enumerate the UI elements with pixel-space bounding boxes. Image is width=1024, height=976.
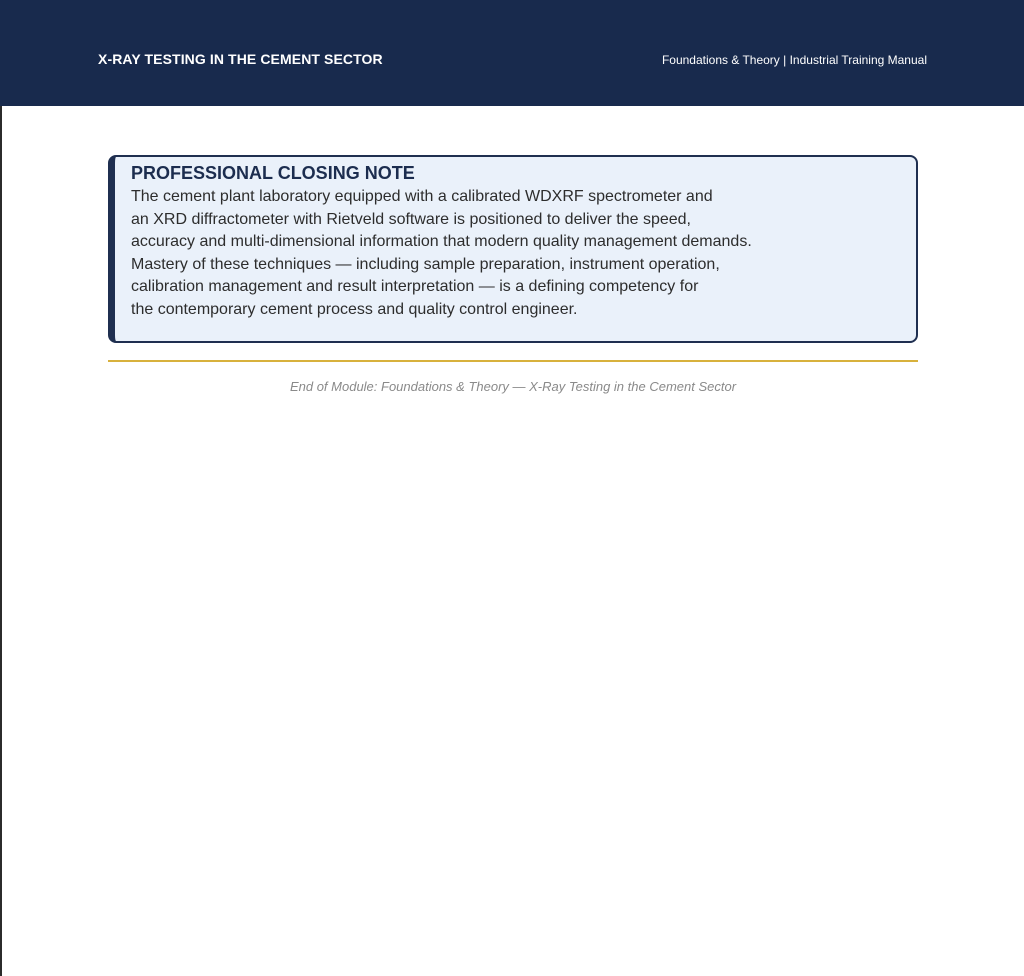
closing-note-body (131, 186, 896, 321)
closing-note-line: accuracy and multi-dimensional information that modern quality management demands. (131, 233, 752, 250)
closing-note-line: calibration management and result interpretation — is a defining competency for (131, 278, 699, 295)
end-of-module-note: End of Module: Foundations & Theory — X-Ray Testing in the Cement Sector (289, 379, 737, 394)
closing-note-line: an XRD diffractometer with Rietveld software is positioned to deliver the speed, (131, 210, 691, 228)
closing-note-line: Mastery of these techniques — including sample preparation, instrument operation, (131, 255, 720, 273)
gold-divider (108, 360, 918, 362)
closing-note-line: The cement plant laboratory equipped with a calibrated WDXRF spectrometer and (131, 188, 713, 205)
page-header (0, 0, 1024, 106)
closing-note-line: the contemporary cement process and quality control engineer. (131, 300, 578, 318)
document-subtitle: Foundations & Theory | Industrial Training Manual (661, 53, 927, 67)
page-edge (0, 0, 2, 976)
closing-note-heading: PROFESSIONAL CLOSING NOTE (131, 163, 415, 183)
closing-note-box (108, 155, 918, 343)
document-title: X-RAY TESTING IN THE CEMENT SECTOR (98, 51, 383, 67)
